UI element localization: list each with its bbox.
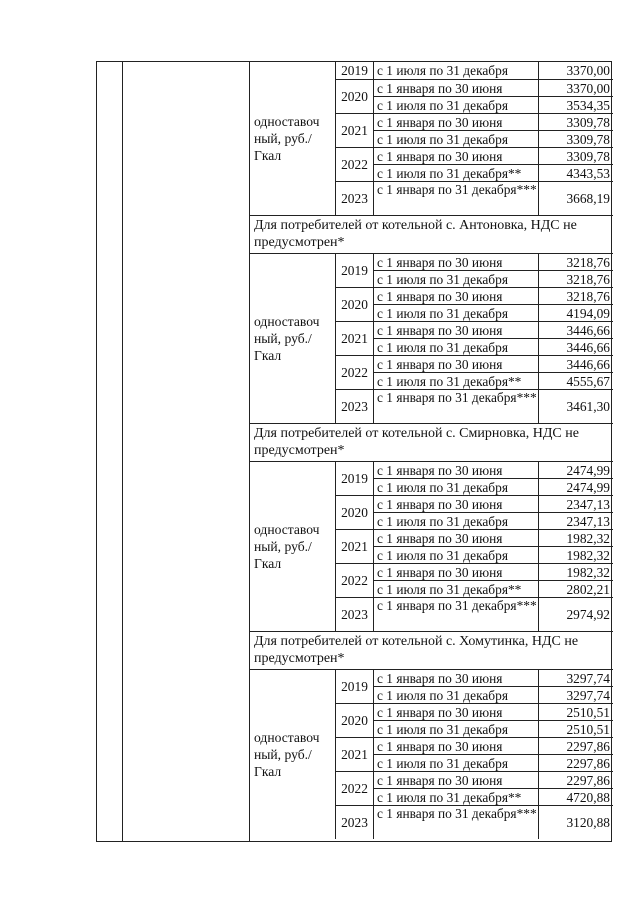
period-label: с 1 января по 30 июня	[373, 737, 538, 754]
period-label: с 1 июля по 31 декабря**	[373, 372, 538, 389]
period-label: с 1 июля по 31 декабря	[373, 96, 538, 113]
period-label: с 1 января по 30 июня	[373, 771, 538, 788]
tariff-value: 3461,30	[538, 389, 613, 423]
year-cell: 2019	[335, 669, 373, 703]
section-header: Для потребителей от котельной с. Антоновка, НДС не предусмотрен*	[249, 215, 613, 253]
period-label: с 1 января по 31 декабря***	[373, 805, 538, 839]
tariff-value: 2974,92	[538, 597, 613, 631]
unit-label: одноставоч ный, руб./Гкал	[249, 669, 335, 839]
tariff-value: 1982,32	[538, 546, 613, 563]
period-label: с 1 января по 30 июня	[373, 495, 538, 512]
period-label: с 1 июля по 31 декабря	[373, 720, 538, 737]
period-label: с 1 января по 30 июня	[373, 703, 538, 720]
tariff-value: 2297,86	[538, 771, 613, 788]
tariff-value: 3446,66	[538, 321, 613, 338]
period-label: с 1 июля по 31 декабря	[373, 130, 538, 147]
year-cell: 2019	[335, 253, 373, 287]
tariff-table	[96, 61, 612, 842]
year-cell: 2023	[335, 181, 373, 215]
tariff-value: 2347,13	[538, 495, 613, 512]
period-label: с 1 июля по 31 декабря**	[373, 580, 538, 597]
period-label: с 1 июля по 31 декабря**	[373, 164, 538, 181]
tariff-value: 3309,78	[538, 113, 613, 130]
period-label: с 1 января по 31 декабря***	[373, 389, 538, 423]
period-label: с 1 января по 30 июня	[373, 529, 538, 546]
period-label: с 1 июля по 31 декабря	[373, 754, 538, 771]
tariff-value: 3534,35	[538, 96, 613, 113]
year-cell: 2022	[335, 147, 373, 181]
year-cell: 2022	[335, 771, 373, 805]
tariff-value: 2510,51	[538, 720, 613, 737]
year-cell: 2021	[335, 113, 373, 147]
tariff-value: 3218,76	[538, 253, 613, 270]
year-cell: 2020	[335, 79, 373, 113]
tariff-value: 3370,00	[538, 79, 613, 96]
tariff-value: 3218,76	[538, 287, 613, 304]
period-label: с 1 июля по 31 декабря	[373, 512, 538, 529]
tariff-value: 2297,86	[538, 754, 613, 771]
period-label: с 1 января по 31 декабря***	[373, 181, 538, 215]
period-label: с 1 июля по 31 декабря	[373, 270, 538, 287]
period-label: с 1 июля по 31 декабря	[373, 546, 538, 563]
period-label: с 1 января по 30 июня	[373, 563, 538, 580]
period-label: с 1 января по 30 июня	[373, 79, 538, 96]
tariff-value: 1982,32	[538, 563, 613, 580]
period-label: с 1 июля по 31 декабря	[373, 338, 538, 355]
tariff-value: 1982,32	[538, 529, 613, 546]
tariff-value: 3297,74	[538, 686, 613, 703]
table-column-divider	[122, 62, 123, 841]
period-label: с 1 января по 30 июня	[373, 355, 538, 372]
year-cell: 2021	[335, 529, 373, 563]
tariff-value: 2474,99	[538, 478, 613, 495]
year-cell: 2020	[335, 703, 373, 737]
section-header: Для потребителей от котельной с. Хомутинка, НДС не предусмотрен*	[249, 631, 613, 669]
period-label: с 1 июля по 31 декабря	[373, 478, 538, 495]
tariff-value: 2802,21	[538, 580, 613, 597]
tariff-value: 3309,78	[538, 130, 613, 147]
year-cell: 2021	[335, 321, 373, 355]
period-label: с 1 января по 30 июня	[373, 287, 538, 304]
period-label: с 1 июля по 31 декабря	[373, 62, 538, 79]
unit-label: одноставоч ный, руб./Гкал	[249, 253, 335, 423]
tariff-value: 3297,74	[538, 669, 613, 686]
tariff-value: 2474,99	[538, 461, 613, 478]
tariff-value: 2297,86	[538, 737, 613, 754]
tariff-value: 2510,51	[538, 703, 613, 720]
period-label: с 1 января по 30 июня	[373, 253, 538, 270]
period-label: с 1 января по 31 декабря***	[373, 597, 538, 631]
year-cell: 2019	[335, 62, 373, 79]
period-label: с 1 июля по 31 декабря**	[373, 788, 538, 805]
year-cell: 2023	[335, 597, 373, 631]
period-label: с 1 января по 30 июня	[373, 669, 538, 686]
year-cell: 2023	[335, 389, 373, 423]
period-label: с 1 января по 30 июня	[373, 113, 538, 130]
year-cell: 2019	[335, 461, 373, 495]
tariff-value: 3218,76	[538, 270, 613, 287]
tariff-value: 3120,88	[538, 805, 613, 839]
tariff-value: 3446,66	[538, 338, 613, 355]
period-label: с 1 января по 30 июня	[373, 321, 538, 338]
period-label: с 1 июля по 31 декабря	[373, 686, 538, 703]
year-cell: 2022	[335, 355, 373, 389]
year-cell: 2020	[335, 495, 373, 529]
year-cell: 2021	[335, 737, 373, 771]
tariff-value: 3446,66	[538, 355, 613, 372]
tariff-value: 4720,88	[538, 788, 613, 805]
period-label: с 1 июля по 31 декабря	[373, 304, 538, 321]
tariff-value: 3370,00	[538, 62, 613, 79]
tariff-value: 3668,19	[538, 181, 613, 215]
tariff-value: 4343,53	[538, 164, 613, 181]
period-label: с 1 января по 30 июня	[373, 461, 538, 478]
unit-label: одноставоч ный, руб./Гкал	[249, 461, 335, 631]
year-cell: 2020	[335, 287, 373, 321]
year-cell: 2022	[335, 563, 373, 597]
tariff-value: 4194,09	[538, 304, 613, 321]
tariff-value: 2347,13	[538, 512, 613, 529]
period-label: с 1 января по 30 июня	[373, 147, 538, 164]
year-cell: 2023	[335, 805, 373, 839]
unit-label: одноставоч ный, руб./Гкал	[249, 62, 335, 215]
tariff-value: 4555,67	[538, 372, 613, 389]
section-header: Для потребителей от котельной с. Смирновка, НДС не предусмотрен*	[249, 423, 613, 461]
tariff-value: 3309,78	[538, 147, 613, 164]
